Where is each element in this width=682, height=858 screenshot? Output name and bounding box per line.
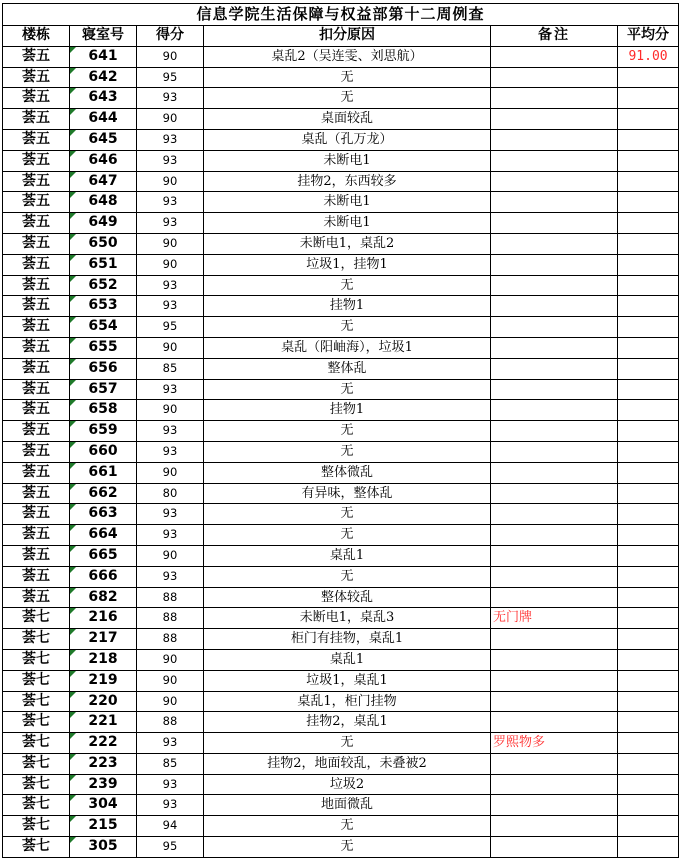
cell-reason[interactable]: 未断电1	[204, 150, 491, 171]
table-row	[3, 483, 679, 504]
cell-building[interactable]: 荟五	[3, 379, 70, 400]
cell-reason[interactable]: 地面微乱	[204, 795, 491, 816]
cell-building[interactable]: 荟七	[3, 837, 70, 858]
cell-room[interactable]: 666	[70, 566, 137, 587]
cell-room[interactable]: 649	[70, 213, 137, 234]
cell-reason[interactable]: 无	[204, 421, 491, 442]
inspection-table	[2, 3, 679, 858]
cell-note[interactable]	[491, 129, 618, 150]
cell-building[interactable]: 荟五	[3, 441, 70, 462]
cell-note[interactable]	[491, 753, 618, 774]
cell-reason[interactable]: 未断电1	[204, 192, 491, 213]
cell-note[interactable]	[491, 587, 618, 608]
cell-average[interactable]	[618, 837, 679, 858]
table-row	[3, 109, 679, 130]
cell-score[interactable]: 94	[137, 816, 204, 837]
cell-average[interactable]	[618, 441, 679, 462]
cell-average[interactable]	[618, 525, 679, 546]
cell-score[interactable]: 93	[137, 296, 204, 317]
table-row	[3, 213, 679, 234]
cell-reason[interactable]: 桌乱2（吴连雯、刘思航）	[204, 46, 491, 67]
table-row	[3, 712, 679, 733]
table-row	[3, 504, 679, 525]
cell-average[interactable]	[618, 483, 679, 504]
cell-room[interactable]: 665	[70, 545, 137, 566]
cell-reason[interactable]: 桌乱（孔万龙）	[204, 129, 491, 150]
cell-building[interactable]: 荟五	[3, 525, 70, 546]
cell-room[interactable]: 215	[70, 816, 137, 837]
cell-building[interactable]: 荟五	[3, 317, 70, 338]
cell-room[interactable]: 650	[70, 233, 137, 254]
cell-building[interactable]: 荟五	[3, 566, 70, 587]
cell-score[interactable]: 90	[137, 545, 204, 566]
cell-room[interactable]: 661	[70, 462, 137, 483]
cell-reason[interactable]: 无	[204, 816, 491, 837]
cell-room[interactable]: 216	[70, 608, 137, 629]
cell-room[interactable]: 305	[70, 837, 137, 858]
table-row	[3, 753, 679, 774]
cell-average[interactable]	[618, 504, 679, 525]
table-row	[3, 525, 679, 546]
cell-average[interactable]	[618, 192, 679, 213]
cell-note[interactable]	[491, 629, 618, 650]
table-row	[3, 254, 679, 275]
cell-building[interactable]: 荟五	[3, 67, 70, 88]
cell-room[interactable]: 656	[70, 358, 137, 379]
table-row	[3, 67, 679, 88]
cell-building[interactable]: 荟五	[3, 462, 70, 483]
cell-note[interactable]	[491, 150, 618, 171]
cell-room[interactable]: 654	[70, 317, 137, 338]
cell-score[interactable]: 93	[137, 525, 204, 546]
cell-reason[interactable]: 有异味，整体乱	[204, 483, 491, 504]
header-note[interactable]: 备注	[491, 26, 618, 47]
table-row	[3, 837, 679, 858]
cell-average[interactable]	[618, 67, 679, 88]
cell-note[interactable]	[491, 441, 618, 462]
table-row	[3, 317, 679, 338]
cell-note[interactable]	[491, 462, 618, 483]
cell-note[interactable]	[491, 691, 618, 712]
cell-room[interactable]: 304	[70, 795, 137, 816]
cell-average[interactable]	[618, 774, 679, 795]
cell-average[interactable]	[618, 421, 679, 442]
cell-note[interactable]	[491, 712, 618, 733]
cell-average[interactable]	[618, 358, 679, 379]
cell-score[interactable]: 80	[137, 483, 204, 504]
cell-reason[interactable]: 未断电1，桌乱3	[204, 608, 491, 629]
cell-building[interactable]: 荟七	[3, 670, 70, 691]
cell-score[interactable]: 88	[137, 712, 204, 733]
cell-building[interactable]: 荟五	[3, 233, 70, 254]
cell-room[interactable]: 664	[70, 525, 137, 546]
cell-average[interactable]	[618, 171, 679, 192]
table-row	[3, 691, 679, 712]
table-row	[3, 337, 679, 358]
header-row	[3, 26, 679, 47]
table-row	[3, 733, 679, 754]
cell-room[interactable]: 239	[70, 774, 137, 795]
cell-building[interactable]: 荟七	[3, 795, 70, 816]
cell-score[interactable]: 95	[137, 317, 204, 338]
cell-average[interactable]	[618, 109, 679, 130]
table-row	[3, 629, 679, 650]
cell-average[interactable]	[618, 608, 679, 629]
cell-building[interactable]: 荟五	[3, 192, 70, 213]
cell-note[interactable]	[491, 670, 618, 691]
cell-average[interactable]: 91.00	[618, 46, 679, 67]
cell-average[interactable]	[618, 566, 679, 587]
cell-reason[interactable]: 无	[204, 275, 491, 296]
cell-reason[interactable]: 挂物2，地面较乱，未叠被2	[204, 753, 491, 774]
cell-room[interactable]: 217	[70, 629, 137, 650]
cell-average[interactable]	[618, 753, 679, 774]
cell-room[interactable]: 220	[70, 691, 137, 712]
cell-reason[interactable]: 无	[204, 441, 491, 462]
table-row	[3, 608, 679, 629]
cell-reason[interactable]: 未断电1	[204, 213, 491, 234]
table-row	[3, 129, 679, 150]
cell-score[interactable]: 90	[137, 109, 204, 130]
cell-note[interactable]	[491, 46, 618, 67]
table-row	[3, 774, 679, 795]
cell-reason[interactable]: 挂物1	[204, 400, 491, 421]
cell-average[interactable]	[618, 317, 679, 338]
table-row	[3, 192, 679, 213]
cell-score[interactable]: 90	[137, 400, 204, 421]
cell-average[interactable]	[618, 649, 679, 670]
cell-room[interactable]: 652	[70, 275, 137, 296]
title-row	[3, 4, 679, 26]
cell-score[interactable]: 93	[137, 88, 204, 109]
cell-note[interactable]	[491, 254, 618, 275]
cell-note[interactable]	[491, 816, 618, 837]
table-row	[3, 587, 679, 608]
cell-average[interactable]	[618, 795, 679, 816]
cell-score[interactable]: 93	[137, 421, 204, 442]
cell-score[interactable]: 93	[137, 504, 204, 525]
cell-score[interactable]: 93	[137, 733, 204, 754]
cell-building[interactable]: 荟五	[3, 421, 70, 442]
header-average[interactable]: 平均分	[618, 26, 679, 47]
cell-reason[interactable]: 整体较乱	[204, 587, 491, 608]
cell-score[interactable]: 90	[137, 171, 204, 192]
cell-building[interactable]: 荟七	[3, 691, 70, 712]
cell-building[interactable]: 荟五	[3, 129, 70, 150]
cell-building[interactable]: 荟七	[3, 629, 70, 650]
cell-building[interactable]: 荟五	[3, 171, 70, 192]
cell-building[interactable]: 荟五	[3, 46, 70, 67]
cell-score[interactable]: 88	[137, 587, 204, 608]
cell-reason[interactable]: 桌面较乱	[204, 109, 491, 130]
cell-average[interactable]	[618, 629, 679, 650]
cell-note[interactable]	[491, 774, 618, 795]
cell-room[interactable]: 644	[70, 109, 137, 130]
cell-score[interactable]: 93	[137, 774, 204, 795]
cell-score[interactable]: 93	[137, 129, 204, 150]
cell-room[interactable]: 660	[70, 441, 137, 462]
cell-score[interactable]: 93	[137, 150, 204, 171]
cell-building[interactable]: 荟五	[3, 504, 70, 525]
cell-reason[interactable]: 无	[204, 837, 491, 858]
cell-average[interactable]	[618, 150, 679, 171]
cell-reason[interactable]: 桌乱1，柜门挂物	[204, 691, 491, 712]
cell-average[interactable]	[618, 379, 679, 400]
cell-room[interactable]: 222	[70, 733, 137, 754]
cell-note[interactable]: 罗熙物多	[491, 733, 618, 754]
table-row	[3, 441, 679, 462]
cell-note[interactable]	[491, 649, 618, 670]
table-row	[3, 46, 679, 67]
cell-reason[interactable]: 无	[204, 67, 491, 88]
cell-building[interactable]: 荟五	[3, 587, 70, 608]
cell-note[interactable]	[491, 421, 618, 442]
cell-average[interactable]	[618, 129, 679, 150]
table-row	[3, 670, 679, 691]
cell-reason[interactable]: 桌乱1	[204, 649, 491, 670]
cell-score[interactable]: 85	[137, 358, 204, 379]
cell-note[interactable]	[491, 233, 618, 254]
cell-note[interactable]	[491, 275, 618, 296]
cell-room[interactable]: 651	[70, 254, 137, 275]
header-room[interactable]: 寝室号	[70, 26, 137, 47]
table-row	[3, 358, 679, 379]
cell-average[interactable]	[618, 213, 679, 234]
table-row	[3, 171, 679, 192]
cell-average[interactable]	[618, 296, 679, 317]
cell-note[interactable]	[491, 109, 618, 130]
cell-building[interactable]: 荟五	[3, 483, 70, 504]
cell-note[interactable]	[491, 88, 618, 109]
cell-building[interactable]: 荟五	[3, 275, 70, 296]
cell-room[interactable]: 682	[70, 587, 137, 608]
cell-average[interactable]	[618, 88, 679, 109]
cell-building[interactable]: 荟五	[3, 545, 70, 566]
cell-score[interactable]: 95	[137, 837, 204, 858]
cell-building[interactable]: 荟五	[3, 150, 70, 171]
cell-reason[interactable]: 挂物2，东西较多	[204, 171, 491, 192]
cell-score[interactable]: 95	[137, 67, 204, 88]
cell-building[interactable]: 荟七	[3, 816, 70, 837]
table-row	[3, 379, 679, 400]
cell-note[interactable]	[491, 483, 618, 504]
cell-score[interactable]: 85	[137, 753, 204, 774]
cell-reason[interactable]: 挂物2，桌乱1	[204, 712, 491, 733]
table-row	[3, 816, 679, 837]
table-row	[3, 275, 679, 296]
cell-note[interactable]	[491, 379, 618, 400]
cell-note[interactable]	[491, 337, 618, 358]
cell-average[interactable]	[618, 400, 679, 421]
cell-score[interactable]: 93	[137, 379, 204, 400]
cell-reason[interactable]: 整体乱	[204, 358, 491, 379]
table-row	[3, 233, 679, 254]
cell-note[interactable]	[491, 317, 618, 338]
cell-note[interactable]	[491, 795, 618, 816]
cell-score[interactable]: 93	[137, 275, 204, 296]
cell-average[interactable]	[618, 712, 679, 733]
cell-note[interactable]	[491, 837, 618, 858]
cell-building[interactable]: 荟五	[3, 296, 70, 317]
cell-room[interactable]: 219	[70, 670, 137, 691]
cell-reason[interactable]: 无	[204, 566, 491, 587]
cell-reason[interactable]: 无	[204, 317, 491, 338]
cell-average[interactable]	[618, 587, 679, 608]
cell-score[interactable]: 93	[137, 192, 204, 213]
cell-room[interactable]: 645	[70, 129, 137, 150]
cell-score[interactable]: 90	[137, 462, 204, 483]
cell-room[interactable]: 659	[70, 421, 137, 442]
header-building[interactable]: 楼栋	[3, 26, 70, 47]
cell-score[interactable]: 93	[137, 441, 204, 462]
cell-building[interactable]: 荟五	[3, 400, 70, 421]
cell-reason[interactable]: 垃圾1，桌乱1	[204, 670, 491, 691]
table-row	[3, 795, 679, 816]
cell-note[interactable]	[491, 566, 618, 587]
cell-reason[interactable]: 整体微乱	[204, 462, 491, 483]
cell-note[interactable]	[491, 296, 618, 317]
cell-average[interactable]	[618, 691, 679, 712]
table-row	[3, 296, 679, 317]
cell-reason[interactable]: 垃圾2	[204, 774, 491, 795]
cell-building[interactable]: 荟五	[3, 254, 70, 275]
cell-average[interactable]	[618, 462, 679, 483]
cell-score[interactable]: 90	[137, 233, 204, 254]
cell-room[interactable]: 662	[70, 483, 137, 504]
cell-note[interactable]	[491, 171, 618, 192]
cell-reason[interactable]: 无	[204, 88, 491, 109]
cell-room[interactable]: 653	[70, 296, 137, 317]
cell-building[interactable]: 荟五	[3, 109, 70, 130]
table-row	[3, 545, 679, 566]
table-row	[3, 462, 679, 483]
cell-average[interactable]	[618, 275, 679, 296]
header-reason[interactable]: 扣分原因	[204, 26, 491, 47]
cell-building[interactable]: 荟五	[3, 88, 70, 109]
cell-building[interactable]: 荟七	[3, 733, 70, 754]
cell-room[interactable]: 642	[70, 67, 137, 88]
cell-building[interactable]: 荟五	[3, 337, 70, 358]
cell-room[interactable]: 655	[70, 337, 137, 358]
cell-score[interactable]: 90	[137, 691, 204, 712]
cell-note[interactable]	[491, 213, 618, 234]
cell-average[interactable]	[618, 816, 679, 837]
cell-reason[interactable]: 无	[204, 733, 491, 754]
cell-note[interactable]: 无门牌	[491, 608, 618, 629]
cell-room[interactable]: 218	[70, 649, 137, 670]
table-row	[3, 649, 679, 670]
table-row	[3, 88, 679, 109]
cell-room[interactable]: 648	[70, 192, 137, 213]
cell-room[interactable]: 658	[70, 400, 137, 421]
cell-reason[interactable]: 柜门有挂物，桌乱1	[204, 629, 491, 650]
cell-reason[interactable]: 垃圾1，挂物1	[204, 254, 491, 275]
cell-score[interactable]: 90	[137, 670, 204, 691]
table-body	[3, 4, 679, 858]
cell-room[interactable]: 647	[70, 171, 137, 192]
cell-note[interactable]	[491, 400, 618, 421]
cell-score[interactable]: 93	[137, 566, 204, 587]
cell-building[interactable]: 荟五	[3, 213, 70, 234]
cell-building[interactable]: 荟五	[3, 358, 70, 379]
table-row	[3, 421, 679, 442]
cell-score[interactable]: 90	[137, 337, 204, 358]
cell-room[interactable]: 643	[70, 88, 137, 109]
header-score[interactable]: 得分	[137, 26, 204, 47]
cell-average[interactable]	[618, 337, 679, 358]
table-row	[3, 400, 679, 421]
cell-score[interactable]: 90	[137, 254, 204, 275]
cell-note[interactable]	[491, 192, 618, 213]
cell-reason[interactable]: 桌乱（阳岫海），垃圾1	[204, 337, 491, 358]
cell-note[interactable]	[491, 545, 618, 566]
cell-average[interactable]	[618, 545, 679, 566]
cell-reason[interactable]: 无	[204, 525, 491, 546]
cell-room[interactable]: 663	[70, 504, 137, 525]
cell-note[interactable]	[491, 504, 618, 525]
cell-building[interactable]: 荟七	[3, 712, 70, 733]
cell-note[interactable]	[491, 358, 618, 379]
cell-room[interactable]: 221	[70, 712, 137, 733]
cell-average[interactable]	[618, 733, 679, 754]
cell-room[interactable]: 223	[70, 753, 137, 774]
cell-building[interactable]: 荟七	[3, 753, 70, 774]
cell-building[interactable]: 荟七	[3, 774, 70, 795]
table-row	[3, 566, 679, 587]
cell-room[interactable]: 657	[70, 379, 137, 400]
cell-room[interactable]: 646	[70, 150, 137, 171]
cell-score[interactable]: 90	[137, 46, 204, 67]
cell-average[interactable]	[618, 233, 679, 254]
cell-building[interactable]: 荟七	[3, 608, 70, 629]
cell-average[interactable]	[618, 254, 679, 275]
cell-score[interactable]: 93	[137, 795, 204, 816]
cell-score[interactable]: 88	[137, 608, 204, 629]
cell-room[interactable]: 641	[70, 46, 137, 67]
cell-score[interactable]: 93	[137, 213, 204, 234]
cell-note[interactable]	[491, 67, 618, 88]
table-row	[3, 150, 679, 171]
cell-reason[interactable]: 无	[204, 504, 491, 525]
cell-note[interactable]	[491, 525, 618, 546]
cell-reason[interactable]: 挂物1	[204, 296, 491, 317]
cell-average[interactable]	[618, 670, 679, 691]
cell-reason[interactable]: 桌乱1	[204, 545, 491, 566]
cell-score[interactable]: 88	[137, 629, 204, 650]
cell-building[interactable]: 荟七	[3, 649, 70, 670]
cell-reason[interactable]: 无	[204, 379, 491, 400]
cell-reason[interactable]: 未断电1，桌乱2	[204, 233, 491, 254]
sheet-title: 信息学院生活保障与权益部第十二周例查	[3, 4, 679, 26]
cell-score[interactable]: 90	[137, 649, 204, 670]
